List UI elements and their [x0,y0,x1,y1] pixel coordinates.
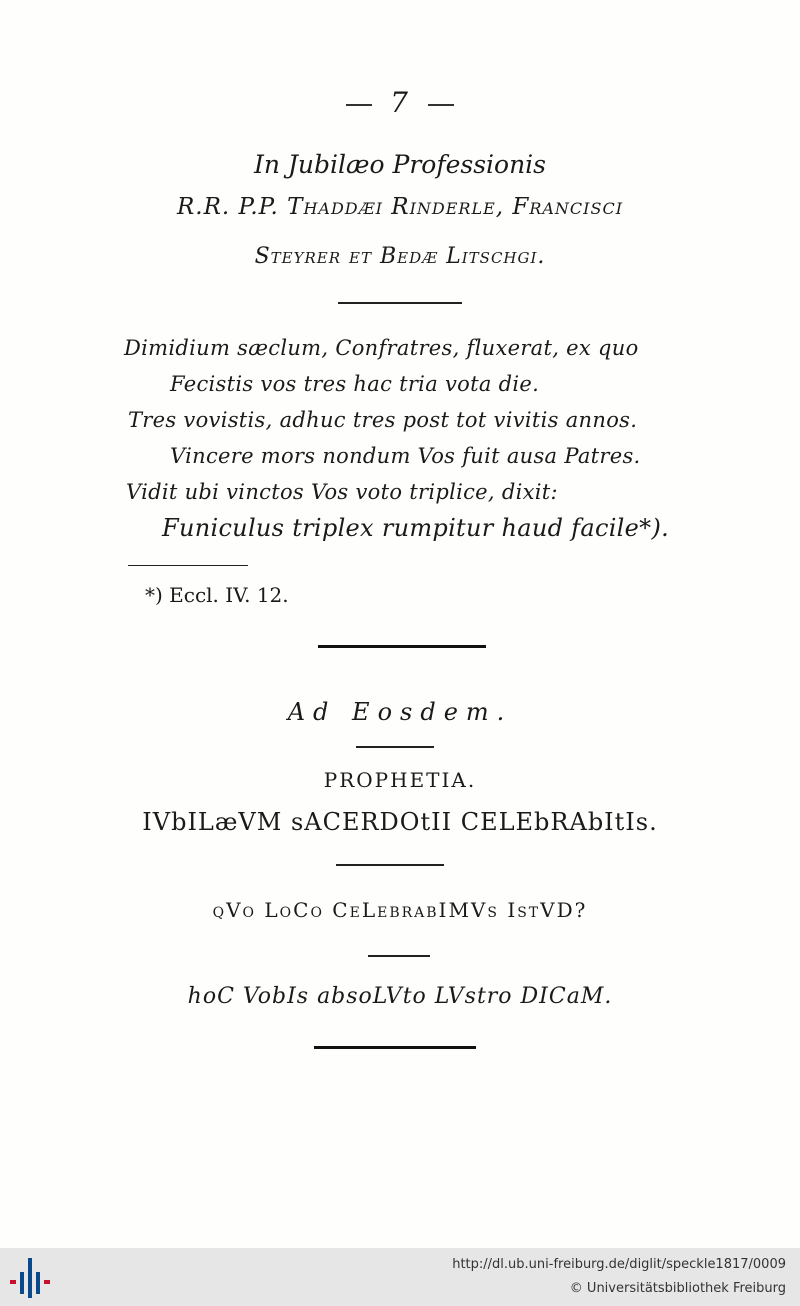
copyright-notice: © Universitätsbibliothek Freiburg [569,1281,786,1296]
dedication-line-1: In Jubilæo Professionis [253,150,547,179]
page-number: 7 [390,86,410,119]
prophetia-line: PROPHETIA. [323,768,477,792]
footnote-rule [128,565,248,566]
divider-5 [368,955,430,957]
footnote: *) Eccl. IV. 12. [145,583,289,607]
page-number-line [0,86,800,119]
divider-2 [318,645,486,648]
hoc-vobis-line: hoC VobIs absoLVto LVstro DICaM. [187,984,613,1009]
dash-right [428,104,454,106]
divider-1 [338,302,462,304]
poem-line-4: Vincere mors nondum Vos fuit ausa Patres. [170,444,641,468]
footer-bar [0,1248,800,1306]
dedication-line-2: R.R. P.P. Thaddæi Rinderle, Francisci [176,194,624,220]
poem-line-6: Funiculus triplex rumpitur haud facile*). [162,514,670,542]
dash-left [346,104,372,106]
divider-4 [336,864,444,866]
poem-line-3: Tres vovistis, adhuc tres post tot vivitis annos. [128,408,638,432]
poem-line-1: Dimidium sæclum, Confratres, fluxerat, ex quo [124,336,639,360]
divider-3 [356,746,434,748]
ub-freiburg-logo-icon [10,1258,50,1298]
section-heading: Ad Eosdem. [287,698,513,726]
poem-line-2: Fecistis vos tres hac tria vota die. [170,372,540,396]
source-url[interactable]: http://dl.ub.uni-freiburg.de/diglit/speckle1817/0009 [452,1257,786,1272]
dedication-line-3: Steyrer et Bedæ Litschgi. [254,244,546,269]
iubilaeum-line: IVbILæVM sACERDOtII CELEbRAbItIs. [142,808,658,836]
poem-line-5: Vidit ubi vinctos Vos voto triplice, dixit: [126,480,558,504]
quo-loco-line: qVo LoCo CeLebrabIMVs IstVD? [212,898,588,922]
divider-6 [314,1046,476,1049]
